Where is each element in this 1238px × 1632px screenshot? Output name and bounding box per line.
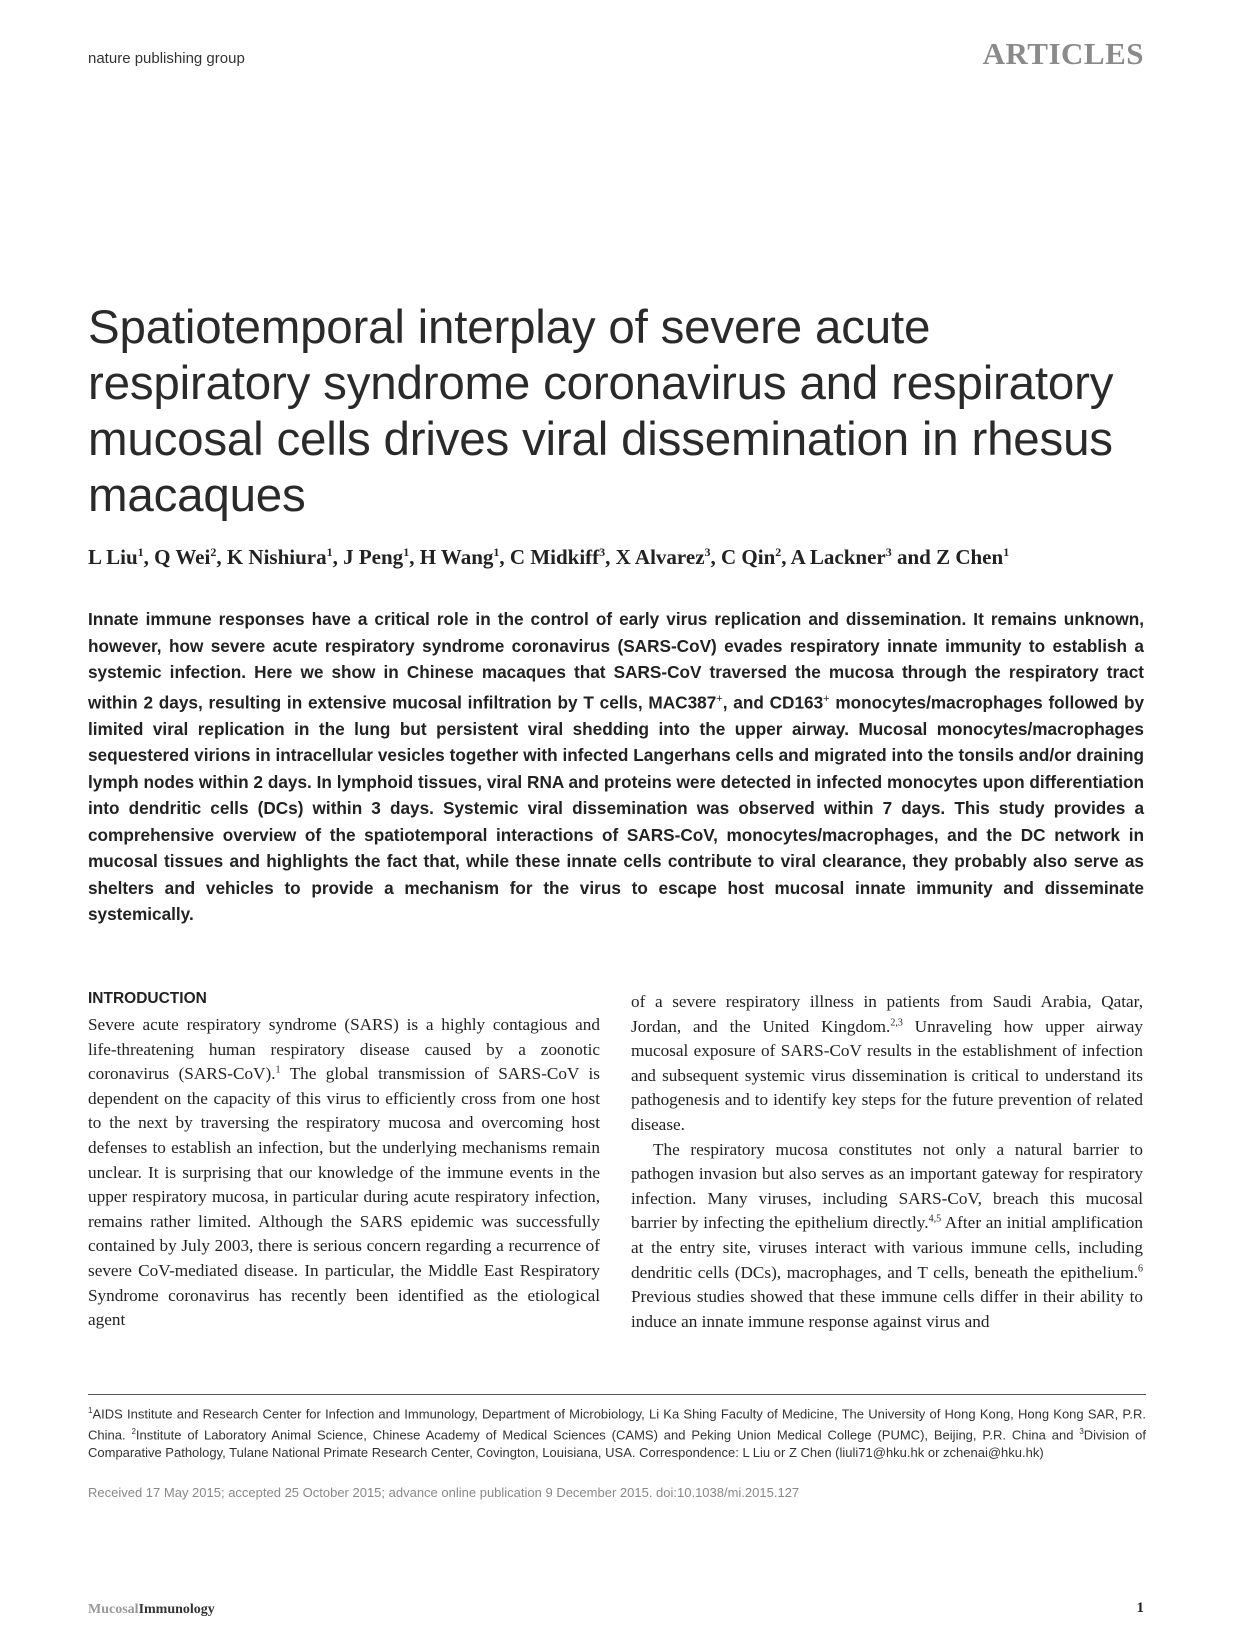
author-affiliation-sup: 3	[885, 545, 892, 559]
author: A Lackner	[790, 545, 886, 569]
article-title: Spatiotemporal interplay of severe acute respiratory syndrome coronavirus and respiratory mucosal cells drives viral dissemination in rhesus macaques	[88, 301, 1114, 522]
body-text: Severe acute respiratory syndrome (SARS) is a highly contagious and life-threatening human respiratory disease caused by a zoonotic coronavirus (SARS-CoV).	[88, 1015, 600, 1084]
affiliation-text: Division of Comparative Pathology, Tulane National Primate Research Center, Covington, Louisiana, USA. Correspondence: L Liu or Z Chen (liuli71@hku.hk or zchenai@hku.hk)	[88, 1427, 1147, 1460]
journal-name	[88, 1602, 215, 1618]
author: C Midkiff	[509, 545, 600, 569]
affiliation-sup: 2	[131, 1426, 136, 1436]
author-list: L Liu$^1$, Q Wei$^2$, K Nishiura$^1$, J Peng$^1$, H Wang$^1$, C Midkiff$^3$, X Alvarez$^3$, C Qin$^2$, A Lackner$^3$ and Z Chen$^1$	[88, 545, 1010, 569]
body-text: The global transmission of SARS-CoV is dependent on the capacity of this virus to efficiently cross from one host to the next by traversing the respiratory mucosa and overcoming host defenses to establish an infection, but the underlying mechanisms remain unclear. It is surprising that our knowledge of the immune events in the upper respiratory mucosa, in particular during acute respiratory infection, remains rather limited. Although the SARS epidemic was successfully contained by July 2003, there is serious concern regarding a recurrence of severe CoV-mediated disease. In particular, the Middle East Respiratory Syndrome coronavirus has recently been identified as the etiological agent	[88, 1064, 600, 1330]
author: Z Chen	[936, 545, 1004, 569]
author-affiliation-sup: 1	[137, 545, 144, 559]
page-number: 1	[1136, 1600, 1144, 1616]
author: H Wang	[419, 545, 494, 569]
author-affiliation-sup: 2	[775, 545, 782, 559]
body-text: Unraveling how upper airway mucosal exposure of SARS-CoV results in the establishment of infection and subsequent systemic virus dissemination is critical to understand its pathogenesis and to identify key steps for the future prevention of related disease.	[631, 1016, 1143, 1134]
citation-ref[interactable]: 1	[275, 1064, 281, 1076]
section-heading-introduction: INTRODUCTION	[88, 990, 207, 1007]
citation-ref[interactable]: 4,5	[928, 1213, 942, 1225]
journal-name-part: Mucosal	[88, 1602, 139, 1617]
author: Q Wei	[154, 545, 211, 569]
journal-name-part: Immunology	[138, 1602, 215, 1617]
paragraph	[631, 990, 1143, 1138]
body-text: Previous studies showed that these immune cells differ in their ability to induce an innate immune response against virus and	[631, 1287, 1143, 1331]
author-affiliation-sup: 3	[599, 545, 606, 559]
abstract	[88, 606, 1144, 928]
received-dates: Received 17 May 2015; accepted 25 October 2015; advance online publication 9 December 2015. doi:10.1038/mi.2015.127	[88, 1485, 800, 1500]
paragraph	[631, 1138, 1143, 1335]
author-affiliation-sup: 1	[326, 545, 333, 559]
author: J Peng	[343, 545, 404, 569]
author: X Alvarez	[615, 545, 705, 569]
author: K Nishiura	[226, 545, 327, 569]
author-connector: and	[896, 545, 931, 569]
body-column-right	[631, 990, 1143, 1334]
abstract-sup-1: +	[716, 692, 723, 705]
author-affiliation-sup: 1	[1003, 545, 1010, 559]
publisher-name: nature publishing group	[88, 50, 245, 67]
affiliations	[88, 1402, 1146, 1461]
author: C Qin	[721, 545, 776, 569]
author-affiliation-sup: 2	[210, 545, 217, 559]
author: L Liu	[88, 545, 138, 569]
abstract-sup-2: +	[823, 692, 830, 705]
author-affiliation-sup: 1	[493, 545, 500, 559]
body-text: The respiratory mucosa constitutes not only a natural barrier to pathogen invasion but also serves as an important gateway for respiratory infection. Many viruses, including SARS-CoV, breach this mucosal barrier by infecting the epithelium directly.	[631, 1139, 1143, 1233]
affiliation-sup: 3	[1079, 1426, 1084, 1436]
footnote-divider	[88, 1394, 1146, 1395]
affiliation-sup: 1	[88, 1406, 93, 1415]
author-affiliation-sup: 3	[704, 545, 711, 559]
body-text: of a severe respiratory illness in patients from Saudi Arabia, Qatar, Jordan, and the United Kingdom.	[631, 992, 1143, 1036]
citation-ref[interactable]: 6	[1138, 1262, 1143, 1274]
affiliation-text: Institute of Laboratory Animal Science, Chinese Academy of Medical Sciences (CAMS) and Peking Union Medical College (PUMC), Beijing, P.R. China and	[135, 1427, 1080, 1443]
citation-ref[interactable]: 2,3	[890, 1016, 903, 1028]
abstract-text-2: , and CD163	[722, 692, 824, 713]
affiliation-text: AIDS Institute and Research Center for Infection and Immunology, Department of Microbiology, Li Ka Shing Faculty of Medicine, The University of Hong Kong, Hong Kong SAR, P.R. China.	[88, 1406, 1146, 1443]
abstract-text-1: Innate immune responses have a critical role in the control of early virus replication and dissemination. It remains unknown, however, how severe acute respiratory syndrome coronavirus (SARS-CoV) evades respiratory innate immunity to establish a systemic infection. Here we show in Chinese macaques that SARS-CoV traversed the mucosa through the respiratory tract within 2 days, resulting in extensive mucosal infiltration by T cells, MAC387	[88, 609, 1144, 713]
body-column-left	[88, 1013, 600, 1333]
body-text: After an initial amplification at the entry site, viruses interact with various immune cells, including dendritic cells (DCs), macrophages, and T cells, beneath the epithelium.	[631, 1213, 1143, 1282]
author-affiliation-sup: 1	[403, 545, 410, 559]
abstract-text-3: monocytes/macrophages followed by limited viral replication in the lung but persistent viral shedding into the upper airway. Mucosal monocytes/macrophages sequestered virions in intracellular vesicles together with infected Langerhans cells and migrated into the tonsils and/or draining lymph nodes within 2 days. In lymphoid tissues, viral RNA and proteins were detected in infected monocytes upon differentiation into dendritic cells (DCs) within 3 days. Systemic viral dissemination was observed within 7 days. This study provides a comprehensive overview of the spatiotemporal interactions of SARS-CoV, monocytes/macrophages, and the DC network in mucosal tissues and highlights the fact that, while these innate cells contribute to viral clearance, they probably also serve as shelters and vehicles to provide a mechanism for the virus to escape host mucosal innate immunity and disseminate systemically.	[88, 692, 1145, 925]
section-label: ARTICLES	[982, 36, 1144, 71]
